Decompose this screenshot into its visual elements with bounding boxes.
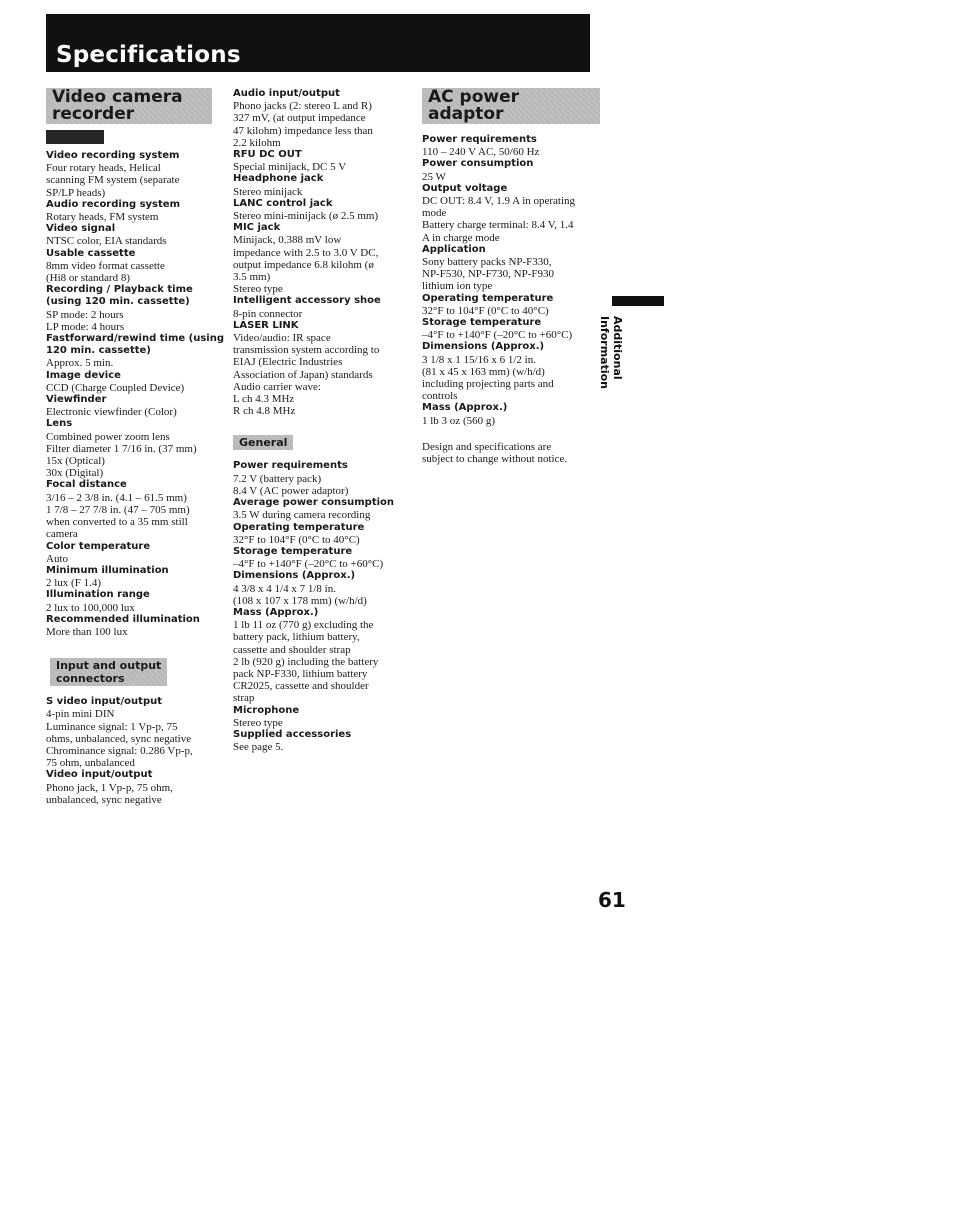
spec-label: Power requirements — [233, 460, 348, 472]
spec-value: Minijack, 0.388 mV low impedance with 2.5 to 3.0 V DC, output impedance 6.8 kilohm (ø 3.5 mm) Stereo type — [233, 234, 379, 296]
spec-value: Sony battery packs NP-F330, NP-F530, NP-F730, NP-F930 lithium ion type — [422, 256, 555, 293]
spec-value: 8mm video format cassette (Hi8 or standard 8) — [46, 259, 165, 285]
spec-value: 1 lb 11 oz (770 g) excluding the battery pack, lithium battery, cassette and shoulder strap 2 lb (920 g) including the battery pack NP-F330, lithium battery CR2025, cassette and shoulder strap — [233, 619, 379, 705]
spec-value: Video/audio: IR space transmission system according to EIAJ (Electric Industries Association of Japan) standards Audio carrier wave: L ch 4.3 MHz R ch 4.8 MHz — [233, 332, 380, 418]
spec-value: Auto — [46, 552, 68, 565]
spec-label: Focal distance — [46, 479, 127, 491]
spec-list-general — [233, 460, 411, 753]
spec-value: 7.2 V (battery pack) 8.4 V (AC power adaptor) — [233, 472, 349, 497]
spec-label: Viewfinder — [46, 394, 107, 406]
spec-label: Mass (Approx.) — [233, 606, 319, 618]
spec-value: Phono jack, 1 Vp-p, 75 ohm, unbalanced, sync negative — [46, 781, 173, 806]
spec-value: CCD (Charge Coupled Device) — [46, 381, 185, 394]
spec-value: SP mode: 2 hours LP mode: 4 hours — [46, 308, 125, 333]
spec-value: 32°F to 104°F (0°C to 40°C) — [422, 304, 549, 317]
spec-label: RFU DC OUT — [233, 149, 302, 161]
spec-label: Storage temperature — [422, 317, 542, 329]
spec-value: 32°F to 104°F (0°C to 40°C) — [233, 533, 360, 546]
spec-value: 2 lux to 100,000 lux — [46, 601, 135, 614]
spec-label: Color temperature — [46, 540, 151, 552]
page-title-bar — [46, 14, 590, 72]
spec-change-note: Design and specifications are subject to change without notice. — [422, 440, 568, 466]
spec-label: Minimum illumination — [46, 564, 169, 576]
spec-label: Usable cassette — [46, 247, 136, 259]
spec-label: Video signal — [46, 223, 116, 235]
spec-value: 25 W — [422, 170, 446, 183]
spec-value: 3.5 W during camera recording — [233, 509, 371, 522]
spec-value: DC OUT: 8.4 V, 1.9 A in operating mode Battery charge terminal: 8.4 V, 1.4 A in charge mode — [422, 195, 576, 244]
spec-list-video-camera-recorder — [46, 150, 226, 638]
section-input-output-heading — [46, 658, 226, 690]
spec-label: Operating temperature — [233, 521, 365, 533]
spec-label: Storage temperature — [233, 545, 353, 557]
spec-label: Illumination range — [46, 589, 150, 601]
chapter-side-label: Additional Information — [598, 316, 624, 389]
section-video-camera-recorder-heading — [46, 88, 226, 144]
spec-value: Combined power zoom lens Filter diameter 1 7/16 in. (37 mm) 15x (Optical) 30x (Digital) — [46, 430, 197, 480]
spec-label: LANC control jack — [233, 197, 333, 209]
spec-label: Intelligent accessory shoe — [233, 295, 381, 307]
spec-label: Mass (Approx.) — [422, 402, 508, 414]
spec-value: Special minijack, DC 5 V — [233, 161, 347, 174]
spec-label: Operating temperature — [422, 292, 554, 304]
spec-value: 4 3/8 x 4 1/4 x 7 1/8 in. (108 x 107 x 178 mm) (w/h/d) — [233, 582, 367, 607]
spec-list-input-output-continued — [233, 88, 411, 417]
spec-value: 3 1/8 x 1 15/16 x 6 1/2 in. (81 x 45 x 163 mm) (w/h/d) including projecting parts and controls — [422, 353, 554, 403]
spec-value: 110 – 240 V AC, 50/60 Hz — [422, 146, 540, 159]
spec-value: NTSC color, EIA standards — [46, 235, 167, 248]
section-marker-bar — [46, 130, 104, 144]
spec-label: Video recording system — [46, 150, 180, 161]
spec-value: 1 lb 3 oz (560 g) — [422, 414, 496, 427]
spec-value: Four rotary heads, Helical scanning FM system (separate SP/LP heads) — [46, 162, 180, 199]
spec-value: More than 100 lux — [46, 625, 128, 638]
spec-value: 2 lux (F 1.4) — [46, 577, 101, 590]
spec-label: S video input/output — [46, 696, 163, 708]
spec-value: Stereo type — [233, 716, 283, 729]
spec-value: –4°F to +140°F (–20°C to +60°C) — [422, 329, 573, 342]
spec-label: Output voltage — [422, 182, 508, 194]
section-title-input-output: Input and output connectors — [50, 658, 167, 686]
spec-label: LASER LINK — [233, 319, 299, 331]
section-general-heading — [233, 435, 411, 454]
section-title-video-camera-recorder: Video camera recorder — [46, 88, 212, 124]
spec-value: Rotary heads, FM system — [46, 211, 159, 224]
section-title-general: General — [233, 435, 293, 450]
spec-value: 8-pin connector — [233, 307, 303, 320]
spec-value: Approx. 5 min. — [46, 357, 114, 370]
spec-label: Fastforward/rewind time (using 120 min. cassette) — [46, 333, 224, 357]
section-title-ac-power-adaptor: AC power adaptor — [422, 88, 600, 124]
spec-label: Power requirements — [422, 134, 537, 145]
spec-value: Electronic viewfinder (Color) — [46, 406, 177, 419]
page-number: 61 — [598, 888, 626, 912]
spec-label: Video input/output — [46, 769, 153, 781]
spec-value: 4-pin mini DIN Luminance signal: 1 Vp-p, 75 ohms, unbalanced, sync negative Chrominance signal: 0.286 Vp-p, 75 ohm, unbalanced — [46, 708, 193, 770]
spec-value: Stereo minijack — [233, 185, 303, 198]
spec-label: Power consumption — [422, 158, 534, 170]
column-3 — [422, 88, 600, 465]
spec-list-input-output — [46, 696, 226, 806]
spec-label: Recommended illumination — [46, 613, 200, 625]
spec-label: Supplied accessories — [233, 728, 352, 740]
spec-label: Application — [422, 243, 486, 255]
spec-label: Audio input/output — [233, 88, 340, 99]
spec-label: Dimensions (Approx.) — [233, 570, 356, 582]
spec-label: Dimensions (Approx.) — [422, 341, 545, 353]
spec-label: Image device — [46, 369, 121, 381]
spec-label: Audio recording system — [46, 198, 180, 210]
column-2 — [233, 88, 411, 753]
spec-value: –4°F to +140°F (–20°C to +60°C) — [233, 558, 384, 571]
spec-list-ac-power-adaptor — [422, 134, 600, 427]
spec-value: See page 5. — [233, 741, 284, 754]
chapter-tab-marker — [612, 296, 664, 306]
spec-value: Stereo mini-minijack (ø 2.5 mm) — [233, 210, 379, 223]
spec-label: Recording / Playback time (using 120 min. cassette) — [46, 284, 193, 308]
page-title: Specifications — [56, 42, 241, 68]
spec-label: Headphone jack — [233, 173, 324, 185]
section-ac-power-adaptor-heading — [422, 88, 600, 128]
spec-label: MIC jack — [233, 222, 281, 234]
spec-value: 3/16 – 2 3/8 in. (4.1 – 61.5 mm) 1 7/8 – 27 7/8 in. (47 – 705 mm) when converted to a 35 mm still camera — [46, 491, 190, 541]
spec-label: Lens — [46, 418, 73, 430]
spec-value: Phono jacks (2: stereo L and R) 327 mV, (at output impedance 47 kilohm) impedance less than 2.2 kilohm — [233, 100, 373, 149]
column-1 — [46, 88, 226, 806]
spec-label: Average power consumption — [233, 497, 395, 509]
spec-label: Microphone — [233, 704, 300, 716]
